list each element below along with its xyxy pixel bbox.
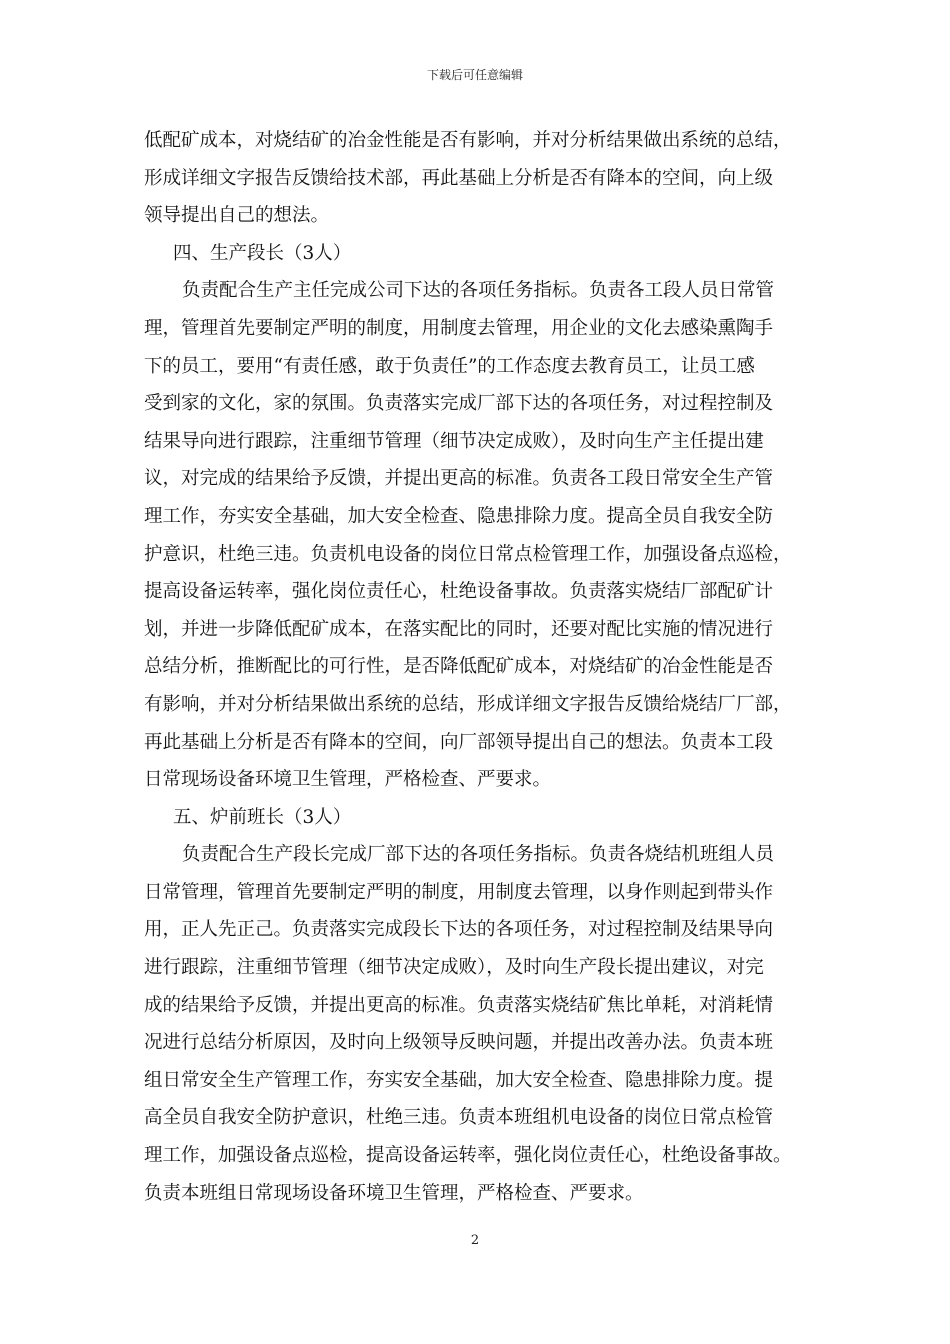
text-line: 理工作，加强设备点巡检，提高设备运转率，强化岗位责任心，杜绝设备事故。 [144, 1145, 792, 1167]
text-line: 组日常安全生产管理工作，夯实安全基础，加大安全检查、隐患排除力度。提 [144, 1069, 774, 1091]
text-line: 低配矿成本，对烧结矿的冶金性能是否有影响，并对分析结果做出系统的总结， [144, 130, 792, 151]
section-heading-production-section-chief: 四、生产段长（3人） [173, 242, 352, 264]
text-line: 日常现场设备环境卫生管理，严格检查、严要求。 [144, 769, 552, 791]
text-line: 结果导向进行跟踪，注重细节管理（细节决定成败），及时向生产主任提出建 [144, 430, 764, 452]
text-line: 总结分析，推断配比的可行性，是否降低配矿成本，对烧结矿的冶金性能是否 [144, 656, 774, 678]
page-header: 下载后可任意编辑 [426, 68, 523, 82]
text-line: 进行跟踪，注重细节管理（细节决定成败），及时向生产段长提出建议，对完 [144, 957, 764, 979]
text-line: 理，管理首先要制定严明的制度，用制度去管理，用企业的文化去感染熏陶手 [144, 317, 774, 339]
section-heading-furnace-team-leader: 五、炉前班长（3人） [173, 806, 352, 828]
text-line: 况进行总结分析原因，及时向上级领导反映问题，并提出改善办法。负责本班 [144, 1032, 774, 1054]
text-line: 有影响，并对分析结果做出系统的总结，形成详细文字报告反馈给烧结厂厂部， [144, 693, 792, 715]
text-line: 议，对完成的结果给予反馈，并提出更高的标准。负责各工段日常安全生产管 [144, 468, 774, 490]
paragraph-first-line: 负责配合生产段长完成厂部下达的各项任务指标。负责各烧结机班组人员 [182, 844, 775, 866]
text-line: 成的结果给予反馈，并提出更高的标准。负责落实烧结矿焦比单耗，对消耗情 [144, 994, 774, 1016]
text-line: 形成详细文字报告反馈给技术部，再此基础上分析是否有降本的空间，向上级 [144, 167, 774, 189]
paragraph-first-line: 负责配合生产主任完成公司下达的各项任务指标。负责各工段人员日常管 [182, 280, 775, 302]
text-line: 受到家的文化，家的氛围。负责落实完成厂部下达的各项任务，对过程控制及 [144, 393, 774, 415]
page-number: 2 [470, 1233, 480, 1248]
text-line: 日常管理，管理首先要制定严明的制度，用制度去管理，以身作则起到带头作 [144, 881, 774, 903]
text-line: 下的员工，要用“有责任感，敢于负责任”的工作态度去教育员工，让员工感 [144, 355, 755, 377]
text-line: 划，并进一步降低配矿成本，在落实配比的同时，还要对配比实施的情况进行 [144, 618, 774, 640]
text-line: 护意识，杜绝三违。负责机电设备的岗位日常点检管理工作，加强设备点巡检， [144, 543, 792, 565]
text-line: 领导提出自己的想法。 [144, 205, 330, 227]
text-line: 理工作，夯实安全基础，加大安全检查、隐患排除力度。提高全员自我安全防 [144, 505, 774, 527]
text-line: 提高设备运转率，强化岗位责任心，杜绝设备事故。负责落实烧结厂部配矿计 [144, 581, 774, 603]
text-line: 负责本班组日常现场设备环境卫生管理，严格检查、严要求。 [144, 1182, 644, 1204]
text-line: 再此基础上分析是否有降本的空间，向厂部领导提出自己的想法。负责本工段 [144, 731, 774, 753]
text-line: 用，正人先正己。负责落实完成段长下达的各项任务，对过程控制及结果导向 [144, 919, 774, 941]
text-line: 高全员自我安全防护意识，杜绝三违。负责本班组机电设备的岗位日常点检管 [144, 1107, 774, 1129]
body-text [144, 122, 810, 1212]
